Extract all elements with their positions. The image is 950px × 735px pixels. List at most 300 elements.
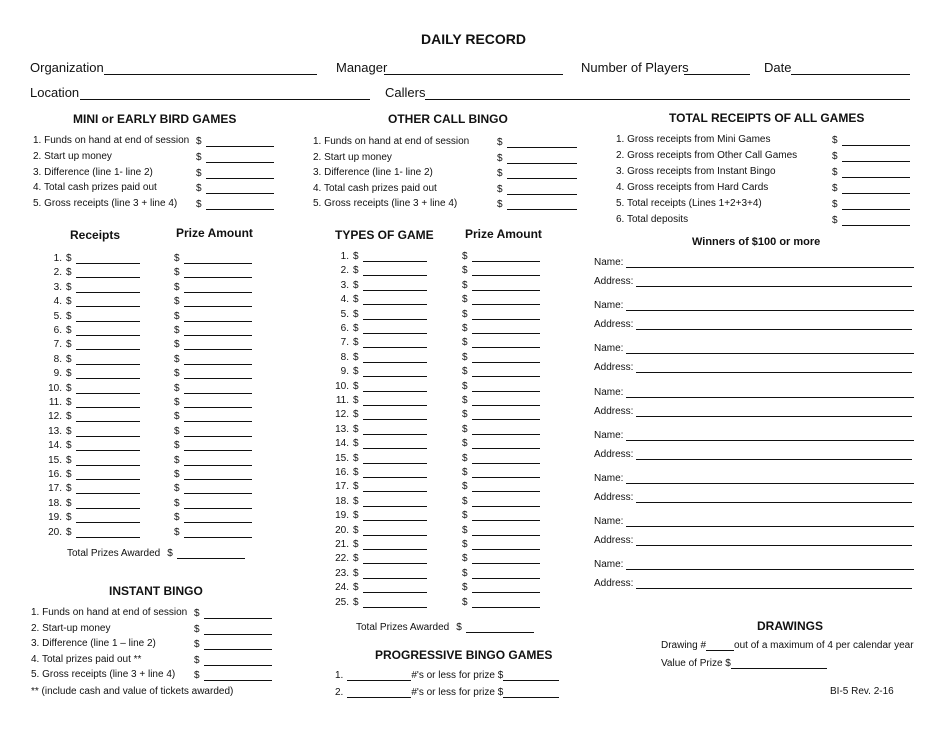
mini-prize-field[interactable] (184, 468, 252, 480)
dollar-sign: $ (353, 467, 359, 478)
dollar-sign: $ (353, 567, 359, 579)
other-prize-field[interactable] (472, 279, 540, 291)
prize-cell (462, 336, 540, 348)
mini-prize-field[interactable] (184, 310, 252, 322)
table-row (325, 437, 427, 449)
total-line-field[interactable] (842, 182, 910, 194)
dollar-sign: $ (832, 198, 838, 210)
prize-cell (174, 410, 252, 422)
table-row (325, 452, 427, 464)
winner-address-field[interactable] (636, 275, 912, 287)
winner-address-field[interactable] (636, 577, 912, 589)
winner-address-row (594, 405, 912, 417)
mini-prize-field[interactable] (184, 266, 252, 278)
winner-name-field[interactable] (626, 386, 914, 398)
mini-prize-amount-header: Prize Amount (176, 226, 253, 240)
mini-row-field[interactable] (76, 396, 140, 408)
other-row-field[interactable] (363, 567, 427, 579)
prize-cell (174, 439, 252, 451)
other-row-field[interactable] (363, 509, 427, 521)
dollar-sign: $ (174, 253, 180, 264)
other-line-field[interactable] (507, 167, 577, 179)
dollar-sign: $ (66, 253, 72, 264)
mini-prize-field[interactable] (184, 324, 252, 336)
other-line-field[interactable] (507, 152, 577, 164)
table-row (325, 466, 427, 478)
drawing-number-suffix: out of a maximum of 4 per calendar year (734, 640, 914, 651)
callers-field[interactable] (425, 85, 910, 100)
other-prize-field[interactable] (472, 552, 540, 564)
other-row-field[interactable] (363, 394, 427, 406)
dollar-sign: $ (174, 512, 180, 524)
instant-line-entry (194, 607, 272, 619)
winner-address-row (594, 361, 912, 373)
mini-row-number: 15. (48, 454, 62, 466)
other-row-number: 25. (335, 596, 349, 608)
other-prize-field[interactable] (472, 264, 540, 276)
other-row-number: 19. (335, 510, 349, 522)
other-prize-field[interactable] (472, 322, 540, 334)
total-line-entry (832, 134, 910, 146)
mini-row-field[interactable] (76, 454, 140, 466)
total-line-label: 4. Gross receipts from Hard Cards (616, 181, 769, 193)
other-prize-field[interactable] (472, 452, 540, 464)
manager-field[interactable] (384, 60, 563, 75)
winner-address-label: Address: (594, 492, 634, 503)
table-row (325, 480, 427, 492)
mini-row-number: 20. (48, 526, 62, 538)
other-prize-field[interactable] (472, 567, 540, 579)
mini-prize-field[interactable] (184, 396, 252, 408)
other-prize-field[interactable] (472, 495, 540, 507)
other-row-number: 1. (340, 251, 349, 262)
dollar-sign: $ (66, 469, 72, 480)
winner-name-row (594, 299, 914, 311)
winner-address-field[interactable] (636, 405, 912, 417)
total-line-label: 6. Total deposits (616, 213, 689, 225)
table-row (38, 310, 140, 322)
instant-line-field[interactable] (204, 669, 272, 681)
mini-row-field[interactable] (76, 266, 140, 278)
other-row-field[interactable] (363, 408, 427, 420)
dollar-sign: $ (174, 483, 180, 495)
instant-line-label: 1. Funds on hand at end of session (31, 607, 188, 618)
winner-address-field[interactable] (636, 534, 912, 546)
winner-name-field[interactable] (626, 256, 914, 268)
winner-address-field[interactable] (636, 491, 912, 503)
mini-prize-field[interactable] (184, 338, 252, 350)
mini-row-field[interactable] (76, 410, 140, 422)
manager-label: Manager (336, 60, 388, 75)
winner-name-row (594, 515, 914, 527)
prize-cell (462, 495, 540, 507)
mini-prize-field[interactable] (184, 511, 252, 523)
dollar-sign: $ (174, 325, 180, 336)
other-row-number: 3. (340, 279, 349, 291)
prize-cell (462, 308, 540, 320)
prize-cell (462, 596, 540, 608)
mini-prize-field[interactable] (184, 497, 252, 509)
progressive-row-number: 2. (335, 687, 344, 698)
progressive-numbers-field[interactable] (347, 686, 411, 698)
dollar-sign: $ (462, 539, 468, 550)
other-row-number: 13. (335, 423, 349, 435)
mini-row-field[interactable] (76, 310, 140, 322)
other-row-number: 22. (335, 553, 349, 565)
mini-prize-field[interactable] (184, 526, 252, 538)
table-row (325, 322, 427, 334)
other-prize-field[interactable] (472, 466, 540, 478)
table-row (325, 308, 427, 320)
prize-cell (462, 509, 540, 521)
dollar-sign: $ (832, 214, 838, 226)
total-line-field[interactable] (842, 198, 910, 210)
other-prize-field[interactable] (472, 538, 540, 550)
other-prize-field[interactable] (472, 351, 540, 363)
other-line-field[interactable] (507, 183, 577, 195)
mini-total-prizes-field[interactable] (177, 547, 245, 559)
total-line-entry (832, 166, 910, 178)
dollar-sign: $ (353, 308, 359, 320)
total-line-field[interactable] (842, 150, 910, 162)
mini-row-field[interactable] (76, 497, 140, 509)
mini-row-field[interactable] (76, 425, 140, 437)
mini-prize-field[interactable] (184, 410, 252, 422)
mini-row-field[interactable] (76, 468, 140, 480)
other-total-prizes-field[interactable] (466, 621, 534, 633)
mini-prize-field[interactable] (184, 367, 252, 379)
total-line-label: 5. Total receipts (Lines 1+2+3+4) (616, 197, 762, 209)
winner-name-row (594, 342, 914, 354)
prize-cell (462, 394, 540, 406)
mini-row-field[interactable] (76, 353, 140, 365)
other-line-entry (497, 198, 577, 210)
other-prize-field[interactable] (472, 250, 540, 262)
mini-prize-field[interactable] (184, 482, 252, 494)
winner-name-label: Name: (594, 473, 624, 484)
dollar-sign: $ (66, 397, 72, 408)
total-line-field[interactable] (842, 166, 910, 178)
table-row (38, 252, 140, 264)
table-row (38, 511, 140, 523)
other-prize-field[interactable] (472, 524, 540, 536)
other-prize-field[interactable] (472, 336, 540, 348)
mini-row-field[interactable] (76, 382, 140, 394)
other-row-field[interactable] (363, 581, 427, 593)
table-row (38, 526, 140, 538)
table-row (325, 380, 427, 392)
dollar-sign: $ (353, 510, 359, 522)
winner-address-label: Address: (594, 362, 634, 374)
mini-row-field[interactable] (76, 295, 140, 307)
dollar-sign: $ (353, 294, 359, 306)
prize-cell (174, 454, 252, 466)
mini-prize-field[interactable] (184, 439, 252, 451)
mini-games-title: MINI or EARLY BIRD GAMES (73, 112, 237, 126)
instant-line-field[interactable] (204, 623, 272, 635)
table-row (325, 351, 427, 363)
prize-cell (462, 466, 540, 478)
total-line-entry (832, 198, 910, 210)
drawing-number-field[interactable] (706, 639, 734, 651)
progressive-row (335, 669, 559, 681)
prize-cell (174, 425, 252, 437)
mini-row-field[interactable] (76, 526, 140, 538)
location-field[interactable] (80, 85, 370, 100)
mini-line-label: 2. Start up money (33, 150, 112, 162)
other-row-number: 23. (335, 567, 349, 579)
instant-line-field[interactable] (204, 654, 272, 666)
dollar-sign: $ (174, 469, 180, 480)
mini-prize-field[interactable] (184, 252, 252, 264)
dollar-sign: $ (832, 135, 838, 146)
instant-line-entry (194, 669, 272, 681)
other-row-field[interactable] (363, 423, 427, 435)
mini-line-entry (196, 167, 274, 179)
prize-cell (462, 250, 540, 262)
mini-row-field[interactable] (76, 511, 140, 523)
organization-field[interactable] (104, 60, 317, 75)
other-row-field[interactable] (363, 308, 427, 320)
other-row-field[interactable] (363, 264, 427, 276)
mini-prize-field[interactable] (184, 295, 252, 307)
other-row-field[interactable] (363, 380, 427, 392)
dollar-sign: $ (66, 325, 72, 336)
winner-address-field[interactable] (636, 448, 912, 460)
dollar-sign: $ (462, 395, 468, 406)
winner-name-field[interactable] (626, 472, 914, 484)
other-prize-field[interactable] (472, 394, 540, 406)
other-prize-field[interactable] (472, 509, 540, 521)
winner-name-row (594, 256, 914, 268)
instant-line-field[interactable] (204, 638, 272, 650)
mini-row-field[interactable] (76, 439, 140, 451)
dollar-sign: $ (462, 524, 468, 536)
other-prize-field[interactable] (472, 480, 540, 492)
winner-address-row (594, 448, 912, 460)
winner-name-field[interactable] (626, 429, 914, 441)
dollar-sign: $ (353, 251, 359, 262)
other-line-field[interactable] (507, 136, 577, 148)
table-row (38, 468, 140, 480)
progressive-numbers-field[interactable] (347, 669, 411, 681)
dollar-sign: $ (497, 168, 503, 179)
winner-name-field[interactable] (626, 342, 914, 354)
winner-address-field[interactable] (636, 361, 912, 373)
dollar-sign: $ (174, 454, 180, 466)
other-prize-field[interactable] (472, 596, 540, 608)
other-line-label: 2. Start up money (313, 151, 392, 163)
dollar-sign: $ (66, 483, 72, 495)
mini-row-field[interactable] (76, 367, 140, 379)
mini-line-label: 5. Gross receipts (line 3 + line 4) (33, 198, 178, 210)
drawing-number-line (661, 639, 914, 651)
instant-line-field[interactable] (204, 607, 272, 619)
mini-prize-field[interactable] (184, 281, 252, 293)
dollar-sign: $ (353, 366, 359, 378)
dollar-sign: $ (353, 380, 359, 392)
value-of-prize-label: Value of Prize $ (661, 658, 731, 669)
mini-line-field[interactable] (206, 167, 274, 179)
other-row-field[interactable] (363, 538, 427, 550)
dollar-sign: $ (462, 452, 468, 464)
other-row-field[interactable] (363, 336, 427, 348)
winner-name-field[interactable] (626, 558, 914, 570)
dollar-sign: $ (353, 351, 359, 363)
dollar-sign: $ (174, 425, 180, 437)
other-row-field[interactable] (363, 279, 427, 291)
winner-address-field[interactable] (636, 318, 912, 330)
other-prize-field[interactable] (472, 423, 540, 435)
prize-cell (174, 266, 252, 278)
other-row-field[interactable] (363, 250, 427, 262)
other-prize-field[interactable] (472, 293, 540, 305)
mini-row-number: 10. (48, 382, 62, 394)
other-row-field[interactable] (363, 524, 427, 536)
winner-address-row (594, 534, 912, 546)
dollar-sign: $ (353, 582, 359, 594)
dollar-sign: $ (462, 467, 468, 478)
other-row-field[interactable] (363, 437, 427, 449)
mini-row-field[interactable] (76, 324, 140, 336)
progressive-prize-field[interactable] (503, 669, 559, 681)
dollar-sign: $ (462, 596, 468, 608)
mini-total-prizes (67, 547, 245, 559)
winners-title: Winners of $100 or more (692, 236, 821, 248)
mini-row-field[interactable] (76, 252, 140, 264)
instant-line-entry (194, 623, 272, 635)
other-prize-field[interactable] (472, 308, 540, 320)
dollar-sign: $ (196, 183, 202, 195)
other-line-field[interactable] (507, 198, 577, 210)
total-line-field[interactable] (842, 134, 910, 146)
prize-cell (462, 279, 540, 291)
total-line-field[interactable] (842, 214, 910, 226)
dollar-sign: $ (353, 524, 359, 536)
other-row-field[interactable] (363, 552, 427, 564)
mini-row-number: 16. (48, 469, 62, 480)
winner-address-label: Address: (594, 578, 634, 590)
mini-prize-field[interactable] (184, 353, 252, 365)
mini-line-field[interactable] (206, 198, 274, 210)
mini-row-number: 4. (53, 296, 62, 308)
mini-row-number: 6. (53, 325, 62, 336)
mini-prize-field[interactable] (184, 425, 252, 437)
mini-line-entry (196, 182, 274, 194)
prize-cell (462, 437, 540, 449)
dollar-sign: $ (66, 296, 72, 308)
progressive-prize-field[interactable] (503, 686, 559, 698)
winner-name-label: Name: (594, 559, 624, 571)
other-row-field[interactable] (363, 322, 427, 334)
dollar-sign: $ (66, 440, 72, 452)
dollar-sign: $ (66, 454, 72, 466)
other-prize-field[interactable] (472, 408, 540, 420)
table-row (325, 567, 427, 579)
dollar-sign: $ (174, 267, 180, 279)
other-row-field[interactable] (363, 480, 427, 492)
dollar-sign: $ (194, 654, 200, 666)
mini-row-field[interactable] (76, 338, 140, 350)
other-prize-field[interactable] (472, 380, 540, 392)
table-row (325, 336, 427, 348)
dollar-sign: $ (66, 339, 72, 351)
mini-prize-field[interactable] (184, 382, 252, 394)
table-row (38, 396, 140, 408)
table-row (325, 264, 427, 276)
other-line-label: 1. Funds on hand at end of session (313, 136, 470, 147)
table-row (325, 423, 427, 435)
other-row-number: 9. (340, 366, 349, 378)
other-row-number: 2. (340, 265, 349, 277)
winner-name-field[interactable] (626, 515, 914, 527)
dollar-sign: $ (462, 366, 468, 378)
mini-row-field[interactable] (76, 281, 140, 293)
value-of-prize-field[interactable] (731, 657, 827, 669)
other-row-field[interactable] (363, 452, 427, 464)
mini-row-number: 19. (48, 512, 62, 524)
dollar-sign: $ (174, 382, 180, 394)
mini-line-field[interactable] (206, 151, 274, 163)
page-title: DAILY RECORD (421, 31, 527, 47)
mini-row-number: 1. (53, 253, 62, 264)
other-row-number: 16. (335, 467, 349, 478)
instant-line-label: 4. Total prizes paid out ** (31, 653, 142, 665)
number-of-players-field[interactable] (684, 60, 750, 75)
dollar-sign: $ (353, 438, 359, 450)
mini-row-field[interactable] (76, 482, 140, 494)
other-call-bingo-title: OTHER CALL BINGO (388, 112, 508, 126)
dollar-sign: $ (353, 553, 359, 565)
mini-line-field[interactable] (206, 182, 274, 194)
table-row (38, 281, 140, 293)
other-prize-field[interactable] (472, 581, 540, 593)
mini-row-number: 17. (48, 483, 62, 495)
other-row-field[interactable] (363, 365, 427, 377)
mini-line-field[interactable] (206, 135, 274, 147)
mini-row-number: 11. (48, 397, 62, 408)
table-row (325, 552, 427, 564)
other-row-field[interactable] (363, 466, 427, 478)
mini-prize-field[interactable] (184, 454, 252, 466)
other-row-field[interactable] (363, 293, 427, 305)
other-prize-field[interactable] (472, 365, 540, 377)
other-row-field[interactable] (363, 495, 427, 507)
dollar-sign: $ (66, 382, 72, 394)
other-line-entry (497, 136, 577, 148)
prize-cell (462, 581, 540, 593)
winner-name-field[interactable] (626, 299, 914, 311)
dollar-sign: $ (353, 495, 359, 507)
other-row-field[interactable] (363, 596, 427, 608)
prize-cell (462, 264, 540, 276)
other-line-entry (497, 183, 577, 195)
table-row (325, 581, 427, 593)
dollar-sign: $ (194, 670, 200, 682)
prize-cell (174, 353, 252, 365)
mini-row-number: 12. (48, 411, 62, 423)
callers-label: Callers (385, 85, 426, 100)
date-field[interactable] (791, 60, 910, 75)
table-row (325, 596, 427, 608)
other-prize-field[interactable] (472, 437, 540, 449)
table-row (325, 250, 427, 262)
dollar-sign: $ (194, 623, 200, 635)
other-row-field[interactable] (363, 351, 427, 363)
total-line-entry (832, 182, 910, 194)
dollar-sign: $ (462, 553, 468, 565)
other-row-number: 12. (335, 409, 349, 421)
